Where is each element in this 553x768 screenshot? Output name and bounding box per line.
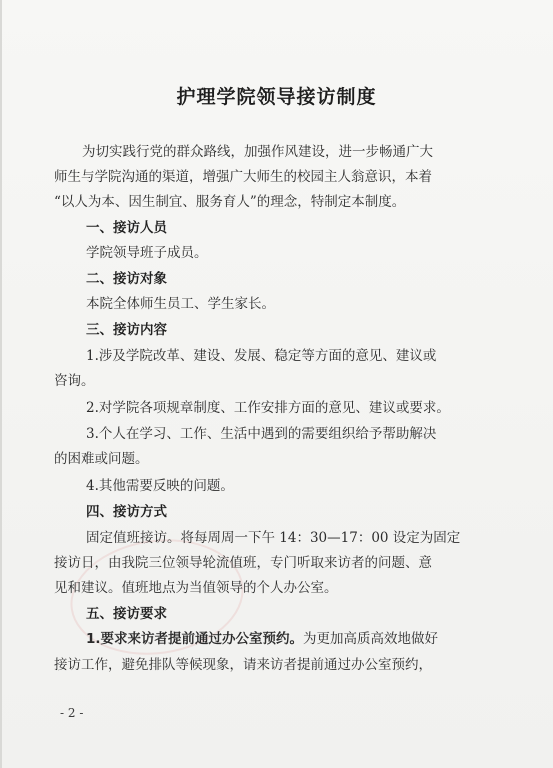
page-edge <box>0 0 2 768</box>
intro-line-2: 师生与学院沟通的渠道，增强广大师生的校园主人翁意识，本着 <box>54 169 432 185</box>
section-4-line-3: 见和建议。值班地点为当值领导的个人办公室。 <box>54 580 338 596</box>
section-3-item-3-line-1: 3.个人在学习、工作、生活中遇到的需要组织给予帮助解决 <box>86 426 437 442</box>
section-2-text: 本院全体师生员工、学生家长。 <box>86 296 275 312</box>
section-3-item-2: 2.对学院各项规章制度、工作安排方面的意见、建议或要求。 <box>86 400 450 416</box>
section-3-item-3-line-2: 的困难或问题。 <box>54 451 149 467</box>
section-5-line-1 <box>86 629 438 649</box>
section-5-line-1-rest: 为更加高质高效地做好 <box>303 631 439 647</box>
section-3-item-1-line-1: 1.涉及学院改革、建设、发展、稳定等方面的意见、建议或 <box>86 348 437 364</box>
section-5-heading: 五、接访要求 <box>86 606 167 622</box>
section-5-line-2: 接访工作，避免排队等候现象，请来访者提前通过办公室预约， <box>54 657 432 673</box>
section-1-heading: 一、接访人员 <box>86 220 167 236</box>
intro-line-1: 为切实践行党的群众路线，加强作风建设，进一步畅通广大 <box>82 144 433 160</box>
section-5-requirement-bold: 1.要求来访者提前通过办公室预约。 <box>86 631 304 647</box>
section-1-text: 学院领导班子成员。 <box>86 245 208 261</box>
page-number: - 2 - <box>60 706 84 720</box>
section-3-item-1-line-2: 咨询。 <box>54 373 95 389</box>
section-3-item-4: 4.其他需要反映的问题。 <box>86 478 234 494</box>
section-4-heading: 四、接访方式 <box>86 504 167 520</box>
section-2-heading: 二、接访对象 <box>86 271 167 287</box>
section-4-line-2: 接访日，由我院三位领导轮流值班，专门听取来访者的问题、意 <box>54 555 432 571</box>
intro-line-3: “以人为本、因生制宜、服务育人”的理念，特制定本制度。 <box>54 194 406 210</box>
document-title: 护理学院领导接访制度 <box>176 86 377 108</box>
section-4-line-1: 固定值班接访。将每周周一下午 14：30—17：00 设定为固定 <box>86 530 461 546</box>
section-3-heading: 三、接访内容 <box>86 322 167 338</box>
